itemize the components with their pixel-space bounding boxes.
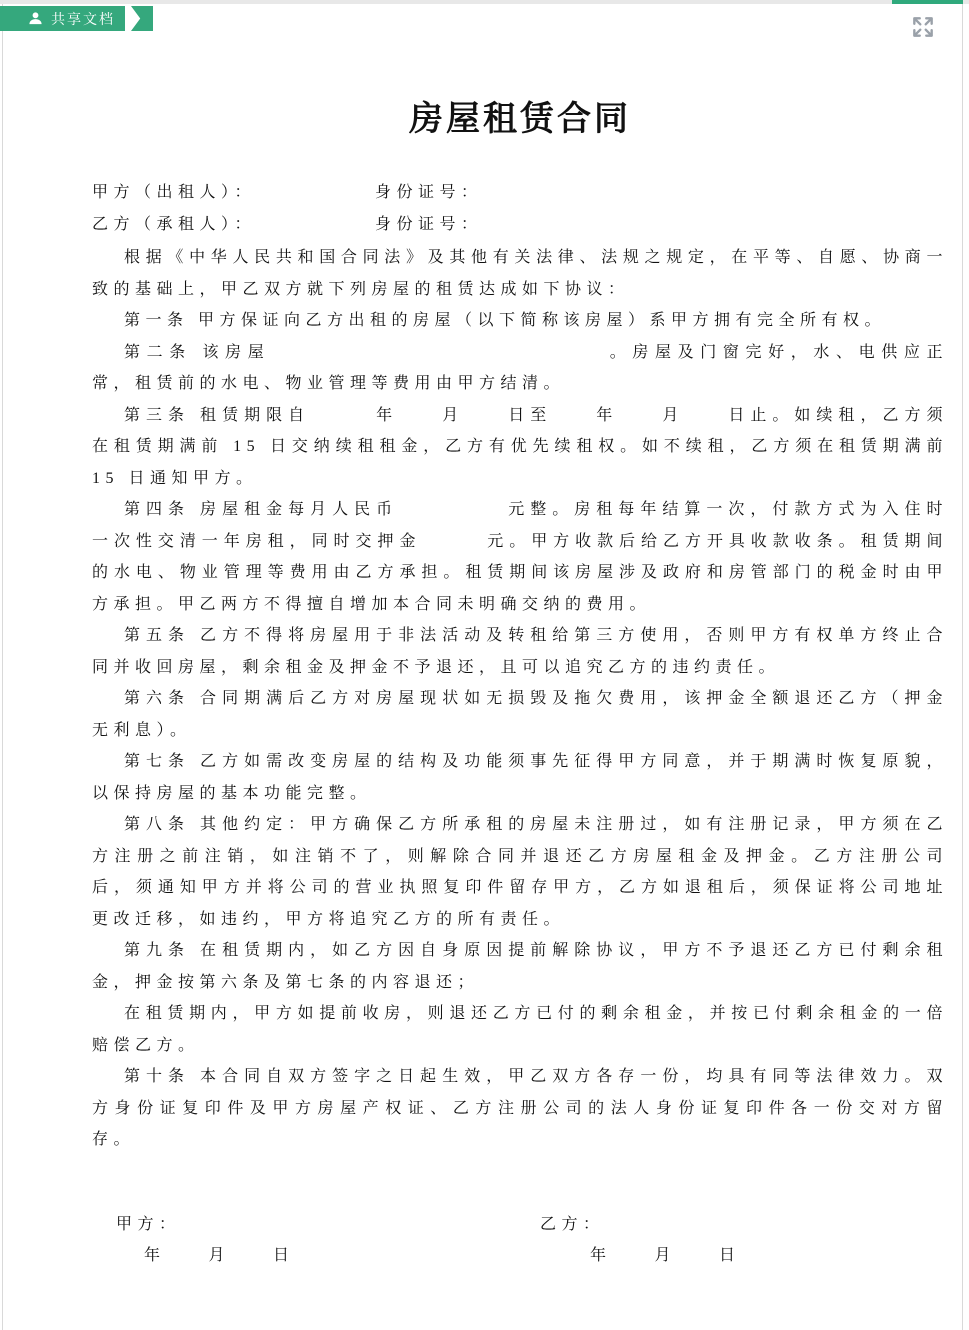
contract-paragraph: 第六条 合同期满后乙方对房屋现状如无损毁及拖欠费用，该押金全额退还乙方（押金无利息）。 <box>92 690 948 739</box>
signature-block <box>92 1209 948 1272</box>
contract-title: 房屋租赁合同 <box>409 101 631 138</box>
contract-paragraph: 根据《中华人民共和国合同法》及其他有关法律、法规之规定，在平等、自愿、协商一致的基础上，甲乙双方就下列房屋的租赁达成如下协议： <box>92 249 948 298</box>
fullscreen-icon <box>910 14 936 40</box>
contract-paragraph: 第二条 该房屋 。房屋及门窗完好，水、电供应正常，租赁前的水电、物业管理等费用由甲方结清。 <box>92 343 948 392</box>
contract-document <box>3 4 962 1272</box>
party-row <box>92 209 948 241</box>
contract-paragraphs <box>92 242 948 1156</box>
contract-paragraph: 第一条 甲方保证向乙方出租的房屋（以下简称该房屋）系甲方拥有完全所有权。 <box>124 312 887 329</box>
party-b-sign-label: 乙方： <box>540 1215 605 1233</box>
contract-paragraph: 第九条 在租赁期内，如乙方因自身原因提前解除协议，甲方不予退还乙方已付剩余租金，押金按第六条及第七条的内容退还； <box>92 942 948 991</box>
contract-paragraph: 第七条 乙方如需改变房屋的结构及功能须事先征得甲方同意，并于期满时恢复原貌，以保持房屋的基本功能完整。 <box>92 753 948 802</box>
contract-paragraph: 第五条 乙方不得将房屋用于非法活动及转租给第三方使用，否则甲方有权单方终止合同并收回房屋，剩余租金及押金不予退还，且可以追究乙方的违约责任。 <box>92 627 948 676</box>
party-a-sign-label: 甲方： <box>116 1215 181 1233</box>
shared-doc-ribbon[interactable] <box>0 6 125 31</box>
party-section <box>92 177 948 240</box>
contract-paragraph: 在租赁期内，甲方如提前收房，则退还乙方已付的剩余租金，并按已付剩余租金的一倍赔偿乙方。 <box>92 1005 948 1054</box>
progress-track <box>0 0 969 4</box>
contract-paragraph: 第四条 房屋租金每月人民币 元整。房租每年结算一次，付款方式为入住时一次性交清一年房租，同时交押金 元。甲方收款后给乙方开具收款收条。租赁期间的水电、物业管理等费用由乙方承担。租赁期间该房屋涉及政府和房管部门的税金时由甲方承担。甲乙两方不得擅自增加本合同未明确交纳的费用。 <box>92 501 948 613</box>
party-row <box>92 177 948 209</box>
party-id-label: 身份证号： <box>375 184 483 201</box>
party-label: 乙方（承租人）： <box>92 215 257 233</box>
document-page <box>2 4 963 1330</box>
user-icon <box>28 11 43 26</box>
party-b-date-line: 年 月 日 <box>590 1247 741 1264</box>
fullscreen-button[interactable] <box>909 13 937 41</box>
contract-paragraph: 第十条 本合同自双方签字之日起生效，甲乙双方各存一份，均具有同等法律效力。双方身份证复印件及甲方房屋产权证、乙方注册公司的法人身份证复印件各一份交对方留存。 <box>92 1068 948 1148</box>
party-id-label: 身份证号： <box>375 215 483 233</box>
party-label: 甲方（出租人）： <box>92 184 257 201</box>
progress-indicator <box>892 0 963 4</box>
contract-paragraph: 第三条 租赁期限自 年 月 日至 年 月 日止。如续租，乙方须在租赁期满前 15 日交纳续租租金，乙方有优先续租权。如不续租，乙方须在租赁期满前 15 日通知甲方。 <box>92 406 948 487</box>
ribbon-label: 共享文档 <box>51 10 115 27</box>
party-a-date-line: 年 月 日 <box>144 1247 295 1264</box>
contract-paragraph: 第八条 其他约定：甲方确保乙方所承租的房屋未注册过，如有注册记录，甲方须在乙方注册之前注销，如注销不了，则解除合同并退还乙方房屋租金及押金。乙方注册公司后，须通知甲方并将公司的营业执照复印件留存甲方，乙方如退租后，须保证将公司地址更改迁移，如违约，甲方将追究乙方的所有责任。 <box>92 816 948 928</box>
